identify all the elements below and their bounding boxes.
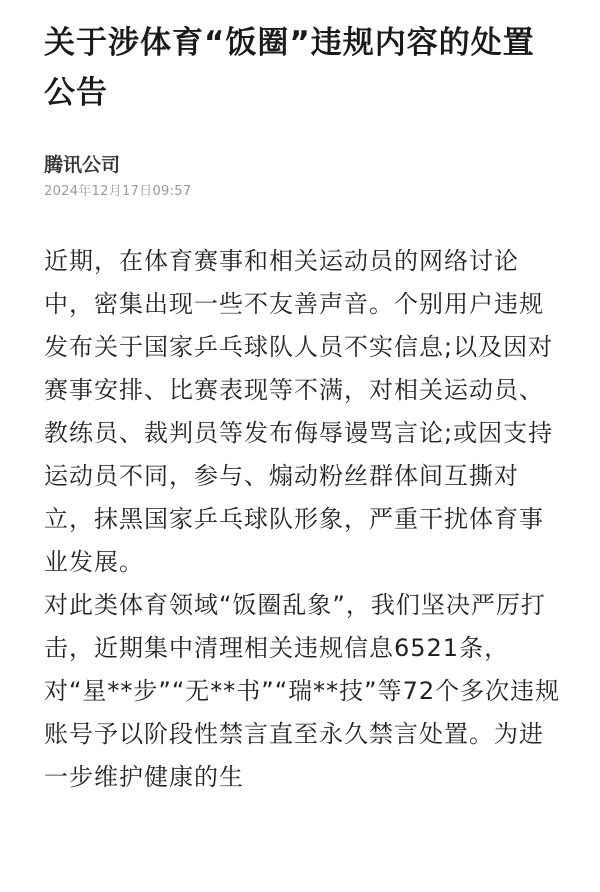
article-source[interactable]: 腾讯公司 bbox=[44, 154, 121, 176]
article-title: 关于涉体育“饭圈”违规内容的处置公告 bbox=[44, 25, 535, 111]
article-paragraph: 近期，在体育赛事和相关运动员的网络讨论中，密集出现一些不友善声音。个别用户违规发布关于国家乒乓球队人员不实信息;以及因对赛事安排、比赛表现等不满，对相关运动员、教练员、裁判员等发布侮辱谩骂言论;或因支持运动员不同，参与、煽动粉丝群体间互撕对立，抹黑国家乒乓球队形象，严重干扰体育事业发展。 bbox=[44, 247, 554, 576]
publish-timestamp: 2024年12月17日09:57 bbox=[44, 184, 192, 199]
article-body bbox=[44, 240, 564, 799]
article-paragraph: 对此类体育领域“饭圈乱象”，我们坚决严厉打击，近期集中清理相关违规信息6521条，对“星**步”“无**书”“瑞**技”等72个多次违规账号予以阶段性禁言直至永久禁言处置。为进一步维护健康的生 bbox=[44, 591, 561, 791]
